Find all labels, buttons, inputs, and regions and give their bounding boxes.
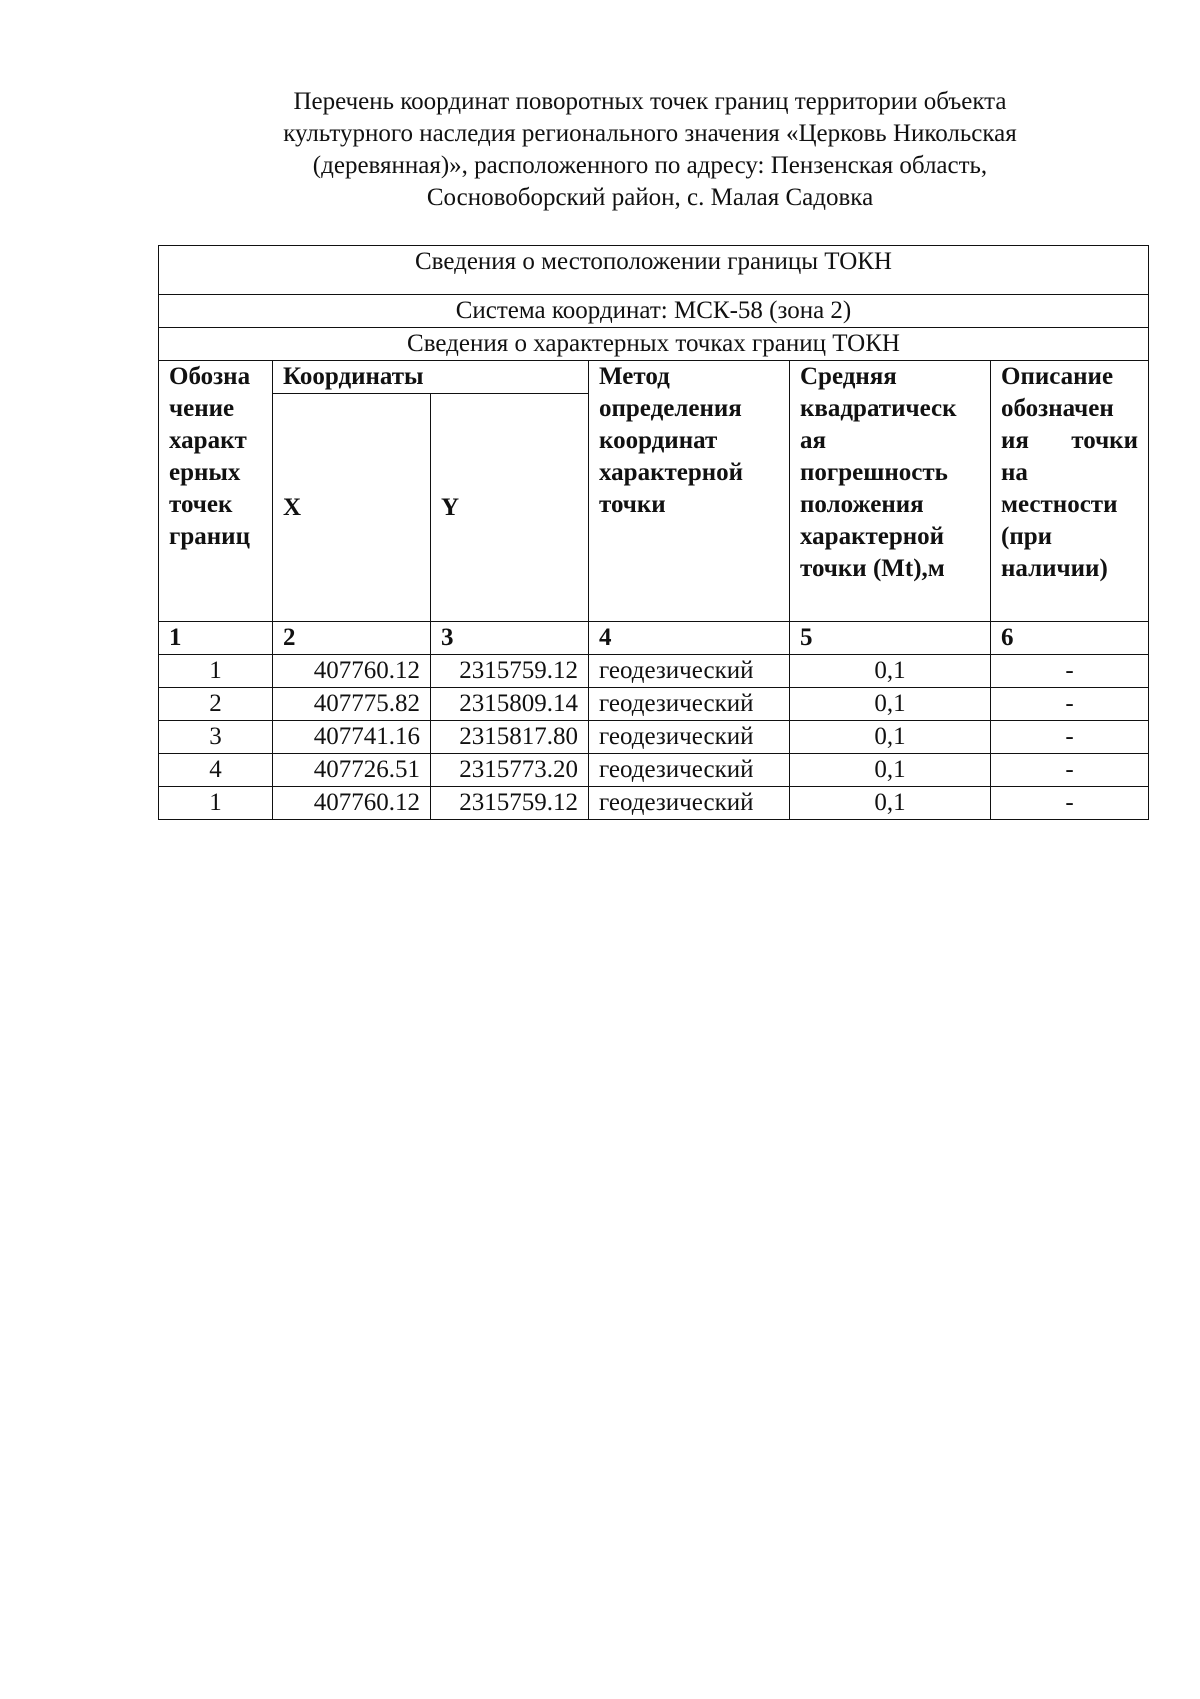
header-error-line: точки (Mt),м xyxy=(800,555,945,582)
header-designation-line: характ xyxy=(169,427,247,454)
header-method xyxy=(589,361,790,622)
column-number-row xyxy=(159,622,1149,655)
table-row xyxy=(159,787,1149,820)
header-description-line: наличии) xyxy=(1001,555,1108,582)
header-description-line: Описание xyxy=(1001,363,1114,390)
table-row xyxy=(159,754,1149,787)
header-point-description xyxy=(991,361,1149,622)
error-cell: 0,1 xyxy=(790,721,991,754)
header-designation-line: чение xyxy=(169,395,235,422)
error-cell: 0,1 xyxy=(790,655,991,688)
point-number-cell: 1 xyxy=(159,787,273,820)
y-coordinate-cell: 2315809.14 xyxy=(431,688,589,721)
description-cell: - xyxy=(991,721,1149,754)
y-coordinate-cell: 2315773.20 xyxy=(431,754,589,787)
x-coordinate-cell: 407741.16 xyxy=(273,721,431,754)
header-method-line: координат xyxy=(599,427,718,454)
header-error-line: погрешность xyxy=(800,459,948,486)
header-description-line: ия точки xyxy=(1001,427,1138,454)
coordinates-table xyxy=(158,245,1149,820)
header-error-line: характерной xyxy=(800,523,945,550)
method-cell: геодезический xyxy=(589,655,790,688)
header-coordinates: Координаты xyxy=(273,361,589,394)
table-row xyxy=(159,721,1149,754)
y-coordinate-cell: 2315759.12 xyxy=(431,655,589,688)
description-cell: - xyxy=(991,688,1149,721)
header-description-line: местности xyxy=(1001,491,1118,518)
header-x-coordinate: X xyxy=(273,394,431,622)
point-number-cell: 4 xyxy=(159,754,273,787)
header-designation-line: точек xyxy=(169,491,233,518)
header-designation-line: ерных xyxy=(169,459,241,486)
table-row xyxy=(159,655,1149,688)
column-number: 6 xyxy=(991,622,1149,655)
header-description-line: обозначен xyxy=(1001,395,1114,422)
header-method-line: определения xyxy=(599,395,742,422)
error-cell: 0,1 xyxy=(790,754,991,787)
error-cell: 0,1 xyxy=(790,688,991,721)
point-number-cell: 3 xyxy=(159,721,273,754)
description-cell: - xyxy=(991,754,1149,787)
point-number-cell: 2 xyxy=(159,688,273,721)
column-number: 2 xyxy=(273,622,431,655)
document-title xyxy=(160,86,1140,214)
header-description-line: на xyxy=(1001,459,1028,486)
header-designation-line: границ xyxy=(169,523,250,550)
header-error-line: положения xyxy=(800,491,924,518)
header-designation xyxy=(159,361,273,622)
header-designation-line: Обозна xyxy=(169,363,251,390)
header-y-coordinate: Y xyxy=(431,394,589,622)
y-coordinate-cell: 2315817.80 xyxy=(431,721,589,754)
header-error-line: Средняя xyxy=(800,363,897,390)
banner-coordinate-system: Система координат: МСК-58 (зона 2) xyxy=(159,295,1149,328)
title-line: Сосновоборский район, с. Малая Садовка xyxy=(426,184,874,211)
column-number: 1 xyxy=(159,622,273,655)
header-error-line: ая xyxy=(800,427,827,454)
x-coordinate-cell: 407775.82 xyxy=(273,688,431,721)
y-coordinate-cell: 2315759.12 xyxy=(431,787,589,820)
x-coordinate-cell: 407760.12 xyxy=(273,655,431,688)
point-number-cell: 1 xyxy=(159,655,273,688)
title-line: культурного наследия регионального значения «Церковь Никольская xyxy=(283,120,1017,147)
x-coordinate-cell: 407760.12 xyxy=(273,787,431,820)
column-number: 3 xyxy=(431,622,589,655)
description-cell: - xyxy=(991,655,1149,688)
title-line: (деревянная)», расположенного по адресу: Пензенская область, xyxy=(312,152,988,179)
method-cell: геодезический xyxy=(589,787,790,820)
title-line: Перечень координат поворотных точек границ территории объекта xyxy=(293,88,1007,115)
banner-location-info: Сведения о местоположении границы ТОКН xyxy=(159,246,1149,295)
header-method-line: характерной xyxy=(599,459,744,486)
description-cell: - xyxy=(991,787,1149,820)
header-method-line: Метод xyxy=(599,363,670,390)
header-mean-square-error xyxy=(790,361,991,622)
method-cell: геодезический xyxy=(589,754,790,787)
header-method-line: точки xyxy=(599,491,666,518)
header-error-line: квадратическ xyxy=(800,395,957,422)
error-cell: 0,1 xyxy=(790,787,991,820)
column-number: 5 xyxy=(790,622,991,655)
method-cell: геодезический xyxy=(589,721,790,754)
header-description-line: (при xyxy=(1001,523,1053,550)
column-number: 4 xyxy=(589,622,790,655)
method-cell: геодезический xyxy=(589,688,790,721)
banner-characteristic-points: Сведения о характерных точках границ ТОКН xyxy=(159,328,1149,361)
x-coordinate-cell: 407726.51 xyxy=(273,754,431,787)
table-row xyxy=(159,688,1149,721)
